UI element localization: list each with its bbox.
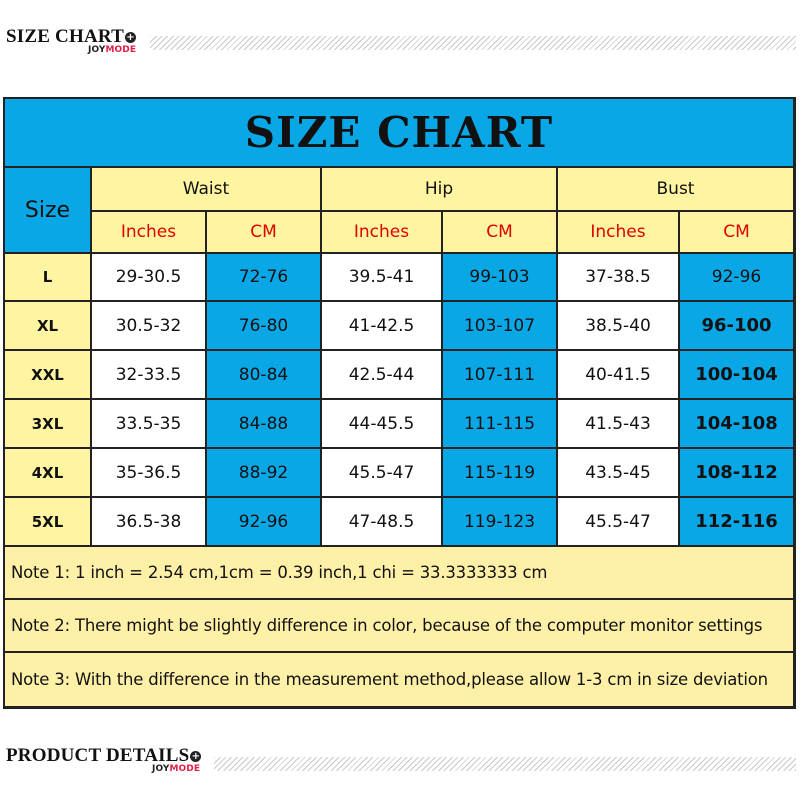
measurement-cell: 44-45.5 bbox=[322, 400, 441, 447]
measurement-cell: 99-103 bbox=[443, 254, 556, 300]
note-2: Note 2: There might be slightly difference in color, because of the computer monitor settings bbox=[5, 600, 793, 651]
measurement-cell: 35-36.5 bbox=[92, 449, 205, 496]
group-header-bust: Bust bbox=[558, 168, 793, 210]
brand-logo: JOYMODE bbox=[88, 45, 137, 55]
hatch-divider bbox=[150, 36, 796, 50]
product-details-heading: PRODUCT DETAILS + bbox=[6, 745, 201, 766]
unit-header-cm: CM bbox=[207, 212, 320, 252]
plus-icon: + bbox=[191, 751, 201, 762]
measurement-cell: 39.5-41 bbox=[322, 254, 441, 300]
size-chart-heading: SIZE CHART + bbox=[6, 26, 135, 47]
measurement-cell: 47-48.5 bbox=[322, 498, 441, 545]
measurement-cell: 92-96 bbox=[680, 254, 793, 300]
measurement-cell: 32-33.5 bbox=[92, 351, 205, 398]
group-header-waist: Waist bbox=[92, 168, 320, 210]
measurement-cell: 42.5-44 bbox=[322, 351, 441, 398]
brand-logo: JOYMODE bbox=[152, 764, 201, 774]
plus-icon: + bbox=[126, 32, 135, 43]
measurement-cell: 41-42.5 bbox=[322, 302, 441, 349]
size-label: 5XL bbox=[5, 498, 90, 545]
measurement-cell: 103-107 bbox=[443, 302, 556, 349]
size-label: XL bbox=[5, 302, 90, 349]
measurement-cell: 30.5-32 bbox=[92, 302, 205, 349]
measurement-cell: 92-96 bbox=[207, 498, 320, 545]
measurement-cell: 29-30.5 bbox=[92, 254, 205, 300]
size-label: 4XL bbox=[5, 449, 90, 496]
measurement-cell: 119-123 bbox=[443, 498, 556, 545]
size-label: XXL bbox=[5, 351, 90, 398]
chart-title: SIZE CHART bbox=[5, 99, 793, 166]
measurement-cell: 40-41.5 bbox=[558, 351, 678, 398]
size-label: L bbox=[5, 254, 90, 300]
measurement-cell: 41.5-43 bbox=[558, 400, 678, 447]
measurement-cell: 84-88 bbox=[207, 400, 320, 447]
measurement-cell: 88-92 bbox=[207, 449, 320, 496]
measurement-cell: 36.5-38 bbox=[92, 498, 205, 545]
note-3: Note 3: With the difference in the measurement method,please allow 1-3 cm in size deviation bbox=[5, 653, 793, 706]
measurement-cell: 45.5-47 bbox=[322, 449, 441, 496]
unit-header-inches: Inches bbox=[558, 212, 678, 252]
measurement-cell: 107-111 bbox=[443, 351, 556, 398]
size-chart-header bbox=[6, 26, 796, 62]
measurement-cell: 37-38.5 bbox=[558, 254, 678, 300]
measurement-cell: 100-104 bbox=[680, 351, 793, 398]
unit-header-inches: Inches bbox=[92, 212, 205, 252]
measurement-cell: 112-116 bbox=[680, 498, 793, 545]
measurement-cell: 76-80 bbox=[207, 302, 320, 349]
measurement-cell: 96-100 bbox=[680, 302, 793, 349]
product-details-header bbox=[6, 745, 796, 781]
measurement-cell: 115-119 bbox=[443, 449, 556, 496]
group-header-hip: Hip bbox=[322, 168, 556, 210]
measurement-cell: 43.5-45 bbox=[558, 449, 678, 496]
measurement-cell: 72-76 bbox=[207, 254, 320, 300]
measurement-cell: 38.5-40 bbox=[558, 302, 678, 349]
hatch-divider bbox=[214, 757, 796, 771]
note-1: Note 1: 1 inch = 2.54 cm,1cm = 0.39 inch,1 chi = 33.3333333 cm bbox=[5, 547, 793, 598]
unit-header-inches: Inches bbox=[322, 212, 441, 252]
measurement-cell: 33.5-35 bbox=[92, 400, 205, 447]
unit-header-cm: CM bbox=[443, 212, 556, 252]
unit-header-cm: CM bbox=[680, 212, 793, 252]
size-chart-table bbox=[3, 97, 796, 709]
measurement-cell: 108-112 bbox=[680, 449, 793, 496]
measurement-cell: 45.5-47 bbox=[558, 498, 678, 545]
measurement-cell: 111-115 bbox=[443, 400, 556, 447]
size-column-header: Size bbox=[5, 168, 90, 252]
size-label: 3XL bbox=[5, 400, 90, 447]
measurement-cell: 104-108 bbox=[680, 400, 793, 447]
measurement-cell: 80-84 bbox=[207, 351, 320, 398]
